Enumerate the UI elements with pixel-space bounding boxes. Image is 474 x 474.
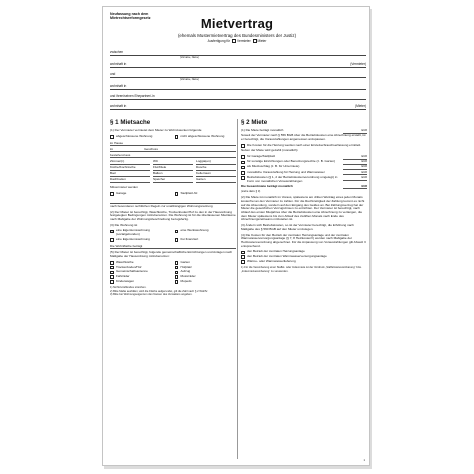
checkbox[interactable] [110, 238, 114, 242]
option-garage[interactable]: Garage [110, 192, 172, 196]
section-heading-miete: § 2 Miete [241, 119, 268, 126]
room-field[interactable]: Speicher [153, 178, 193, 183]
cost-amount[interactable]: EUR [343, 171, 367, 176]
copy-label: Ausfertigung für [207, 39, 231, 43]
mietsache-intro: (1) Der Vermieter vermietet dem Mieter zu Wohnzwecken folgende [110, 128, 202, 132]
column-divider [237, 119, 238, 459]
copy-vermieter-checkbox[interactable] [232, 39, 236, 43]
miete-para-2: (2) Die Miete ist monatlich im Voraus, spätestens am dritten Werktag eines jeden Monats kostenfrei an den Vermieter zu zahlen. Für die Rechtzeitigkeit der Zahlung kommt es nicht auf die Absendung, sondern auf den Eingang des Geldes an. Bei Zahlungsverzug hat der Mieter die gesetzlichen Verzugszinsen zu entrichten. Der Vermieter ist berechtigt, nach Ablauf des ersten Mietjahres über die Betriebskosten eine Abrechnung zu verlangen, die dem Mieter spätestens bis zum Ablauf des zwölften Monats nach Ende des Abrechnungszeitraums mitzuteilen ist. [241, 195, 365, 222]
option-facility[interactable]: Gemeinschaftsantenne [110, 270, 172, 274]
wohnflaeche-field[interactable]: Die Wohnfläche beträgt [110, 244, 236, 249]
option-frei-finanziert[interactable]: frei finanziert [175, 238, 237, 242]
section-mietsache [110, 119, 236, 296]
mitvermietet-label: Mitvermietet werden [110, 185, 138, 190]
option-nicht-abgeschlossen[interactable]: nicht abgeschlossene Wohnung [175, 135, 237, 139]
room-field[interactable]: Garten [196, 178, 236, 183]
checkbox[interactable] [241, 166, 245, 170]
apartment-type-options [110, 135, 236, 140]
option-facility[interactable]: Kinderwagen [110, 280, 172, 284]
page-subtitle: (ehemals Mustermietvertrag des Bundesministers der Justiz) [177, 33, 297, 38]
miete-para-4: (4) Die Kosten für den Betrieb der zentralen Heizungsanlage und der zentralen Warmwasserversorgungsanlage (§ 7, 8 HeizkostenV) werden nach Maßgabe der Heizkostenverordnung abgerechnet. Für die Anpassung von Vorauszahlungen gilt Absatz 3 entsprechend. [241, 232, 366, 248]
option-stellplatz[interactable]: Stellplatz-Nr. [175, 192, 237, 196]
room-field[interactable]: Kellerraum [196, 172, 236, 177]
checkbox[interactable] [110, 271, 114, 275]
cost-amount[interactable]: EUR [343, 176, 367, 181]
checkbox[interactable] [241, 176, 245, 180]
checkbox[interactable] [241, 155, 245, 159]
room-field[interactable]: Küche/Kochnische [110, 166, 150, 171]
base-rent-amount[interactable]: EUR [343, 129, 367, 134]
bestehend-field[interactable]: bestehend aus [110, 153, 236, 158]
im-hause-field[interactable]: im Hause [110, 141, 236, 146]
tenant-address-field[interactable]: wohnhaft in [110, 81, 366, 90]
copy-vermieter-label: Vermieter [237, 39, 251, 43]
room-field[interactable]: Flur/Diele [153, 166, 193, 171]
mietsache-para-3: (3) Die Wohnung ist [110, 222, 138, 227]
option-facility[interactable]: Mopeds [175, 280, 237, 284]
option-werkswohnung[interactable]: eine Werkswohnung [175, 229, 237, 236]
option-facility[interactable]: Garten [175, 261, 237, 265]
checkbox[interactable] [175, 135, 179, 139]
copy-mieter-label: Mieter [257, 39, 267, 43]
footnote-right: 1) Für die Vereinbarung einer Staffel- oder Indexmiete ist der Vordruck „Staffelmietvereinbarung“ bzw. „Indexmietvereinbarung“ zu verwenden. [241, 266, 362, 273]
checkbox[interactable] [175, 230, 179, 234]
cost-amount[interactable]: EUR [343, 165, 367, 170]
checkbox[interactable] [110, 266, 114, 270]
total-rent-hint: (siehe dazu § 3) [241, 189, 261, 193]
checkbox[interactable] [175, 280, 179, 284]
total-rent-row: Die Gesamtmiete beträgt monatlich EUR [241, 183, 367, 188]
rooms-grid [110, 160, 236, 184]
miete-para-1b: Soweit der Vermieter nach § 556 BGB über die Betriebskosten eine Abrechnung erstellt, ist er berechtigt, die Vorauszahlungen angemessen anzupassen. [241, 133, 366, 141]
brand-line-2: Mietrechtsreformgesetz [110, 16, 151, 21]
checkbox[interactable] [175, 271, 179, 275]
geschoss-field[interactable]: im Geschoss [110, 147, 236, 152]
section-miete [241, 119, 367, 273]
option-facility[interactable]: Fahrräder [110, 275, 172, 279]
checkbox[interactable] [175, 261, 179, 265]
mietsache-para-2: (2) Der Mieter ist berechtigt, Waschküche, Trockenboden/Hof zu den in der Hausordnung festgelegten Bedingungen mitzubenutzen. Die Wohnung ist für die überlassenen Mieträume nach Maßgabe der Wohnungsbeschreibung bezugsfertig. [110, 209, 236, 221]
option-facility[interactable]: Hofplatz [175, 266, 237, 270]
checkbox[interactable] [110, 135, 114, 139]
checkbox[interactable] [241, 144, 245, 148]
page-title: Mietvertrag [200, 16, 274, 31]
room-field[interactable]: Bad [110, 172, 150, 177]
checkbox[interactable] [110, 261, 114, 265]
checkbox[interactable] [175, 266, 179, 270]
checkbox[interactable] [175, 192, 179, 196]
cost-row: als Mietzuschlag (z. B. für Untermiete) EUR [241, 165, 367, 169]
option-sozialgebunden[interactable]: × eine Eigentumswohnung (sozialgebunden) [110, 229, 172, 236]
checkbox[interactable] [175, 238, 179, 242]
checkbox[interactable] [241, 251, 245, 255]
nutzen-note: nach besonderen rechtlichen Regeln zur unabhängigen Wohnungsnutzung [110, 203, 213, 208]
option-eigentumswohnung[interactable]: eine Eigentumswohnung [110, 238, 172, 242]
landlord-address-field[interactable]: wohnhaft in (Vermieter) [110, 59, 366, 68]
room-field[interactable]: Balkon [153, 172, 193, 177]
parties-block [110, 47, 366, 111]
landlord-name-field[interactable]: zwischen (Vorname, Name) [110, 47, 366, 56]
cost-row: für Garage/Stellplatz EUR [241, 155, 367, 159]
room-field[interactable]: Zimmer(n) [110, 160, 150, 165]
option-abgeschlossen[interactable]: abgeschlossene Wohnung [110, 135, 172, 139]
section-heading-mietsache: § 1 Mietsache [110, 119, 151, 126]
footnotes-left: 1) Nichtzutreffendes streichen. 2) Bitte Maße ausfüllen; wird die Fläche aufgerundet, gilt die Zahl nach § 2 WoFlV. 3) Bitte bei Wohnungseigentum den Namen des Verwalters angeben. [110, 286, 208, 296]
cost-row: für sonstige Einrichtungen oder Benutzungsrechte (z. B. Garten) EUR [241, 160, 367, 164]
tenant-name-field[interactable]: und (Vorname, Name) [110, 69, 366, 78]
checkbox[interactable] [241, 171, 245, 175]
miete-para-3: (3) Ändern sich Betriebskosten, so ist der Vermieter berechtigt, die Erhöhung nach Maßgabe des § 560 BGB auf den Mieter umzulegen. [241, 223, 354, 231]
copy-selector [103, 39, 370, 43]
room-field[interactable]: Loggia(en) [196, 160, 236, 165]
room-field[interactable]: Dachboden [110, 178, 150, 183]
checkbox[interactable] [241, 161, 245, 165]
room-field[interactable]: Dusche [196, 166, 236, 171]
checkbox[interactable] [110, 275, 114, 279]
option-facility[interactable]: Waschküche [110, 261, 172, 265]
option-heating[interactable]: Die Kosten für die Heizung werden nach einer Einzelverbrauchserfassung ermittelt. [241, 144, 367, 148]
apartment-kind-options [110, 229, 236, 242]
total-rent-amount[interactable]: EUR [343, 185, 367, 190]
brand-line-1: Neufassung nach dem [110, 12, 149, 16]
additional-payments-label: Neben der Miete wird gezahlt (monatlich): [241, 148, 299, 153]
checkbox-checked[interactable] [110, 230, 114, 234]
mietsache-para-5: (5) Der Mieter ist berechtigt, folgende gemeinschaftliche Einrichtungen und Anlagen nach Maßgabe der Hausordnung mitzubenutzen: [110, 250, 233, 259]
cost-row: monatliche Vorauszahlung für Heizung und Warmwasser EUR [241, 171, 367, 175]
base-rent-row: (1) Die Miete beträgt monatlich EUR [241, 128, 367, 132]
option-facility[interactable]: Trockenboden/Hof [110, 266, 172, 270]
checkbox[interactable] [241, 255, 245, 259]
option-central-water[interactable]: den Betrieb der zentralen Warmwasserversorgungsanlage [241, 255, 367, 259]
tenant-spouse-address-field[interactable]: wohnhaft in (Mieter) [110, 101, 366, 110]
cost-row-betriebskosten: Betriebskosten (§ 1, 2 der Betriebskostenverordnung umgelegt) in Form von monatlichen Vorauszahlungen EUR [241, 176, 367, 183]
page-number: 1 [363, 459, 365, 462]
garage-options [110, 192, 236, 197]
copy-mieter-checkbox[interactable] [253, 39, 257, 43]
facility-options [110, 261, 236, 285]
option-facility[interactable]: Aufzug [175, 270, 237, 274]
cost-amount[interactable]: EUR [343, 160, 367, 165]
option-facility[interactable]: Motorräder [175, 275, 237, 279]
checkbox[interactable] [241, 260, 245, 264]
checkbox[interactable] [175, 275, 179, 279]
cost-amount[interactable]: EUR [343, 155, 367, 160]
option-central-heating[interactable]: den Betrieb der zentralen Heizungsanlage [241, 250, 367, 254]
tenant-spouse-field[interactable]: und ihren/seinen Ehepartner/-in [110, 91, 366, 100]
checkbox[interactable] [110, 280, 114, 284]
option-heat-delivery[interactable]: Wärme- oder Warmwasserlieferung [241, 260, 367, 264]
contract-page [102, 6, 370, 466]
checkbox[interactable] [110, 192, 114, 196]
room-field[interactable]: WC [153, 160, 193, 165]
